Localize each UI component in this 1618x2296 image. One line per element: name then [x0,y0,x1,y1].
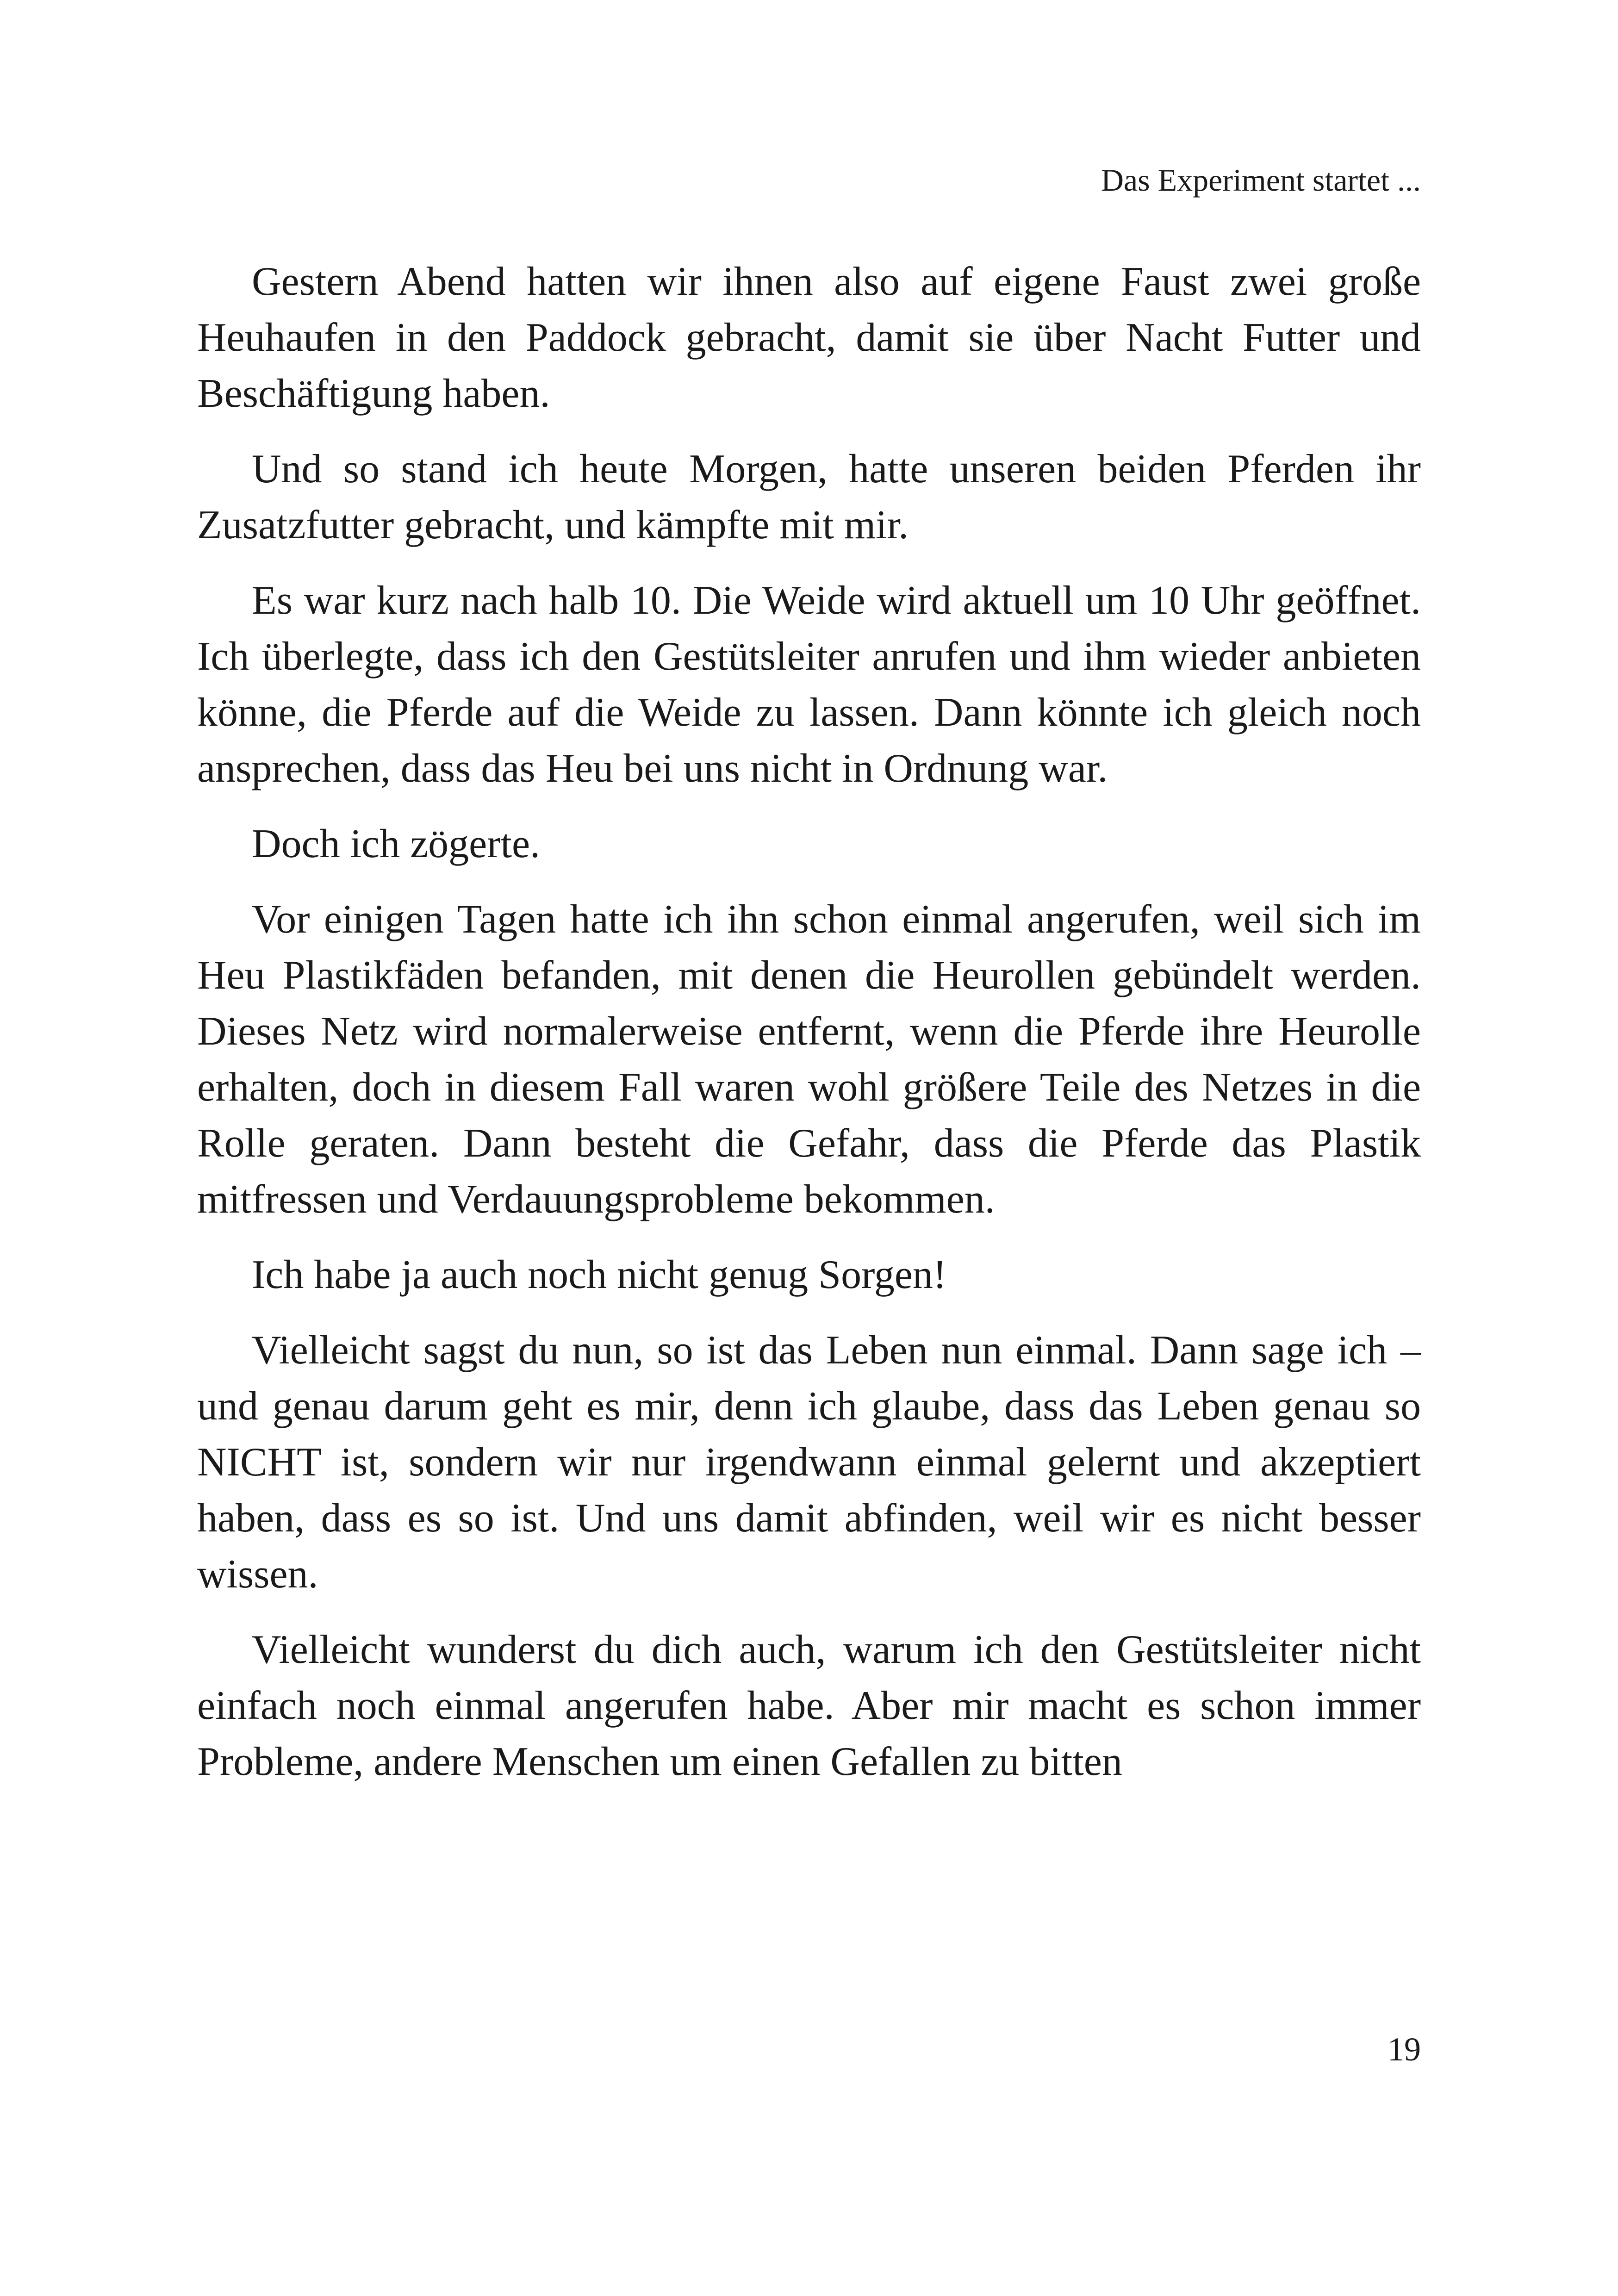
paragraph: Gestern Abend hatten wir ihnen also auf eigene Faust zwei große Heuhaufen in den Paddock gebracht, damit sie über Nacht Futter und Beschäftigung haben. [197,259,1421,416]
page-number: 19 [1388,2031,1421,2068]
paragraph: Es war kurz nach halb 10. Die Weide wird aktuell um 10 Uhr geöffnet. Ich überlegte, dass ich den Gestütsleiter anrufen und ihm wieder anbieten könne, die Pferde auf die Weide zu lassen. Dann könnte ich gleich noch ansprechen, dass das Heu bei uns nicht in Ordnung war. [197,578,1421,791]
paragraph: Doch ich zögerte. [252,821,541,866]
running-header: Das Experiment startet ... [1101,162,1421,198]
paragraph: Vielleicht sagst du nun, so ist das Leben nun einmal. Dann sage ich – und genau darum geht es mir, denn ich glaube, dass das Leben genau so NICHT ist, sondern wir nur irgendwann einmal gelernt und akzeptiert haben, dass es so ist. Und uns damit abfinden, weil wir es nicht besser wissen. [197,1328,1421,1597]
paragraph: Und so stand ich heute Morgen, hatte unseren beiden Pferden ihr Zusatzfutter gebracht, und kämpfte mit mir. [197,447,1421,548]
paragraph: Vielleicht wunderst du dich auch, warum ich den Gestütsleiter nicht einfach noch einmal angerufen habe. Aber mir macht es schon immer Probleme, andere Menschen um einen Gefallen zu bitten [197,1627,1421,1784]
body-text [197,254,1421,1809]
paragraph: Ich habe ja auch noch nicht genug Sorgen! [252,1252,947,1297]
paragraph: Vor einigen Tagen hatte ich ihn schon einmal angerufen, weil sich im Heu Plastikfäden befanden, mit denen die Heurollen gebündelt werden. Dieses Netz wird normalerweise entfernt, wenn die Pferde ihre Heurolle erhalten, doch in diesem Fall waren wohl größere Teile des Netzes in die Rolle geraten. Dann besteht die Gefahr, dass die Pferde das Plastik mitfressen und Verdauungsprobleme bekommen. [197,897,1421,1222]
